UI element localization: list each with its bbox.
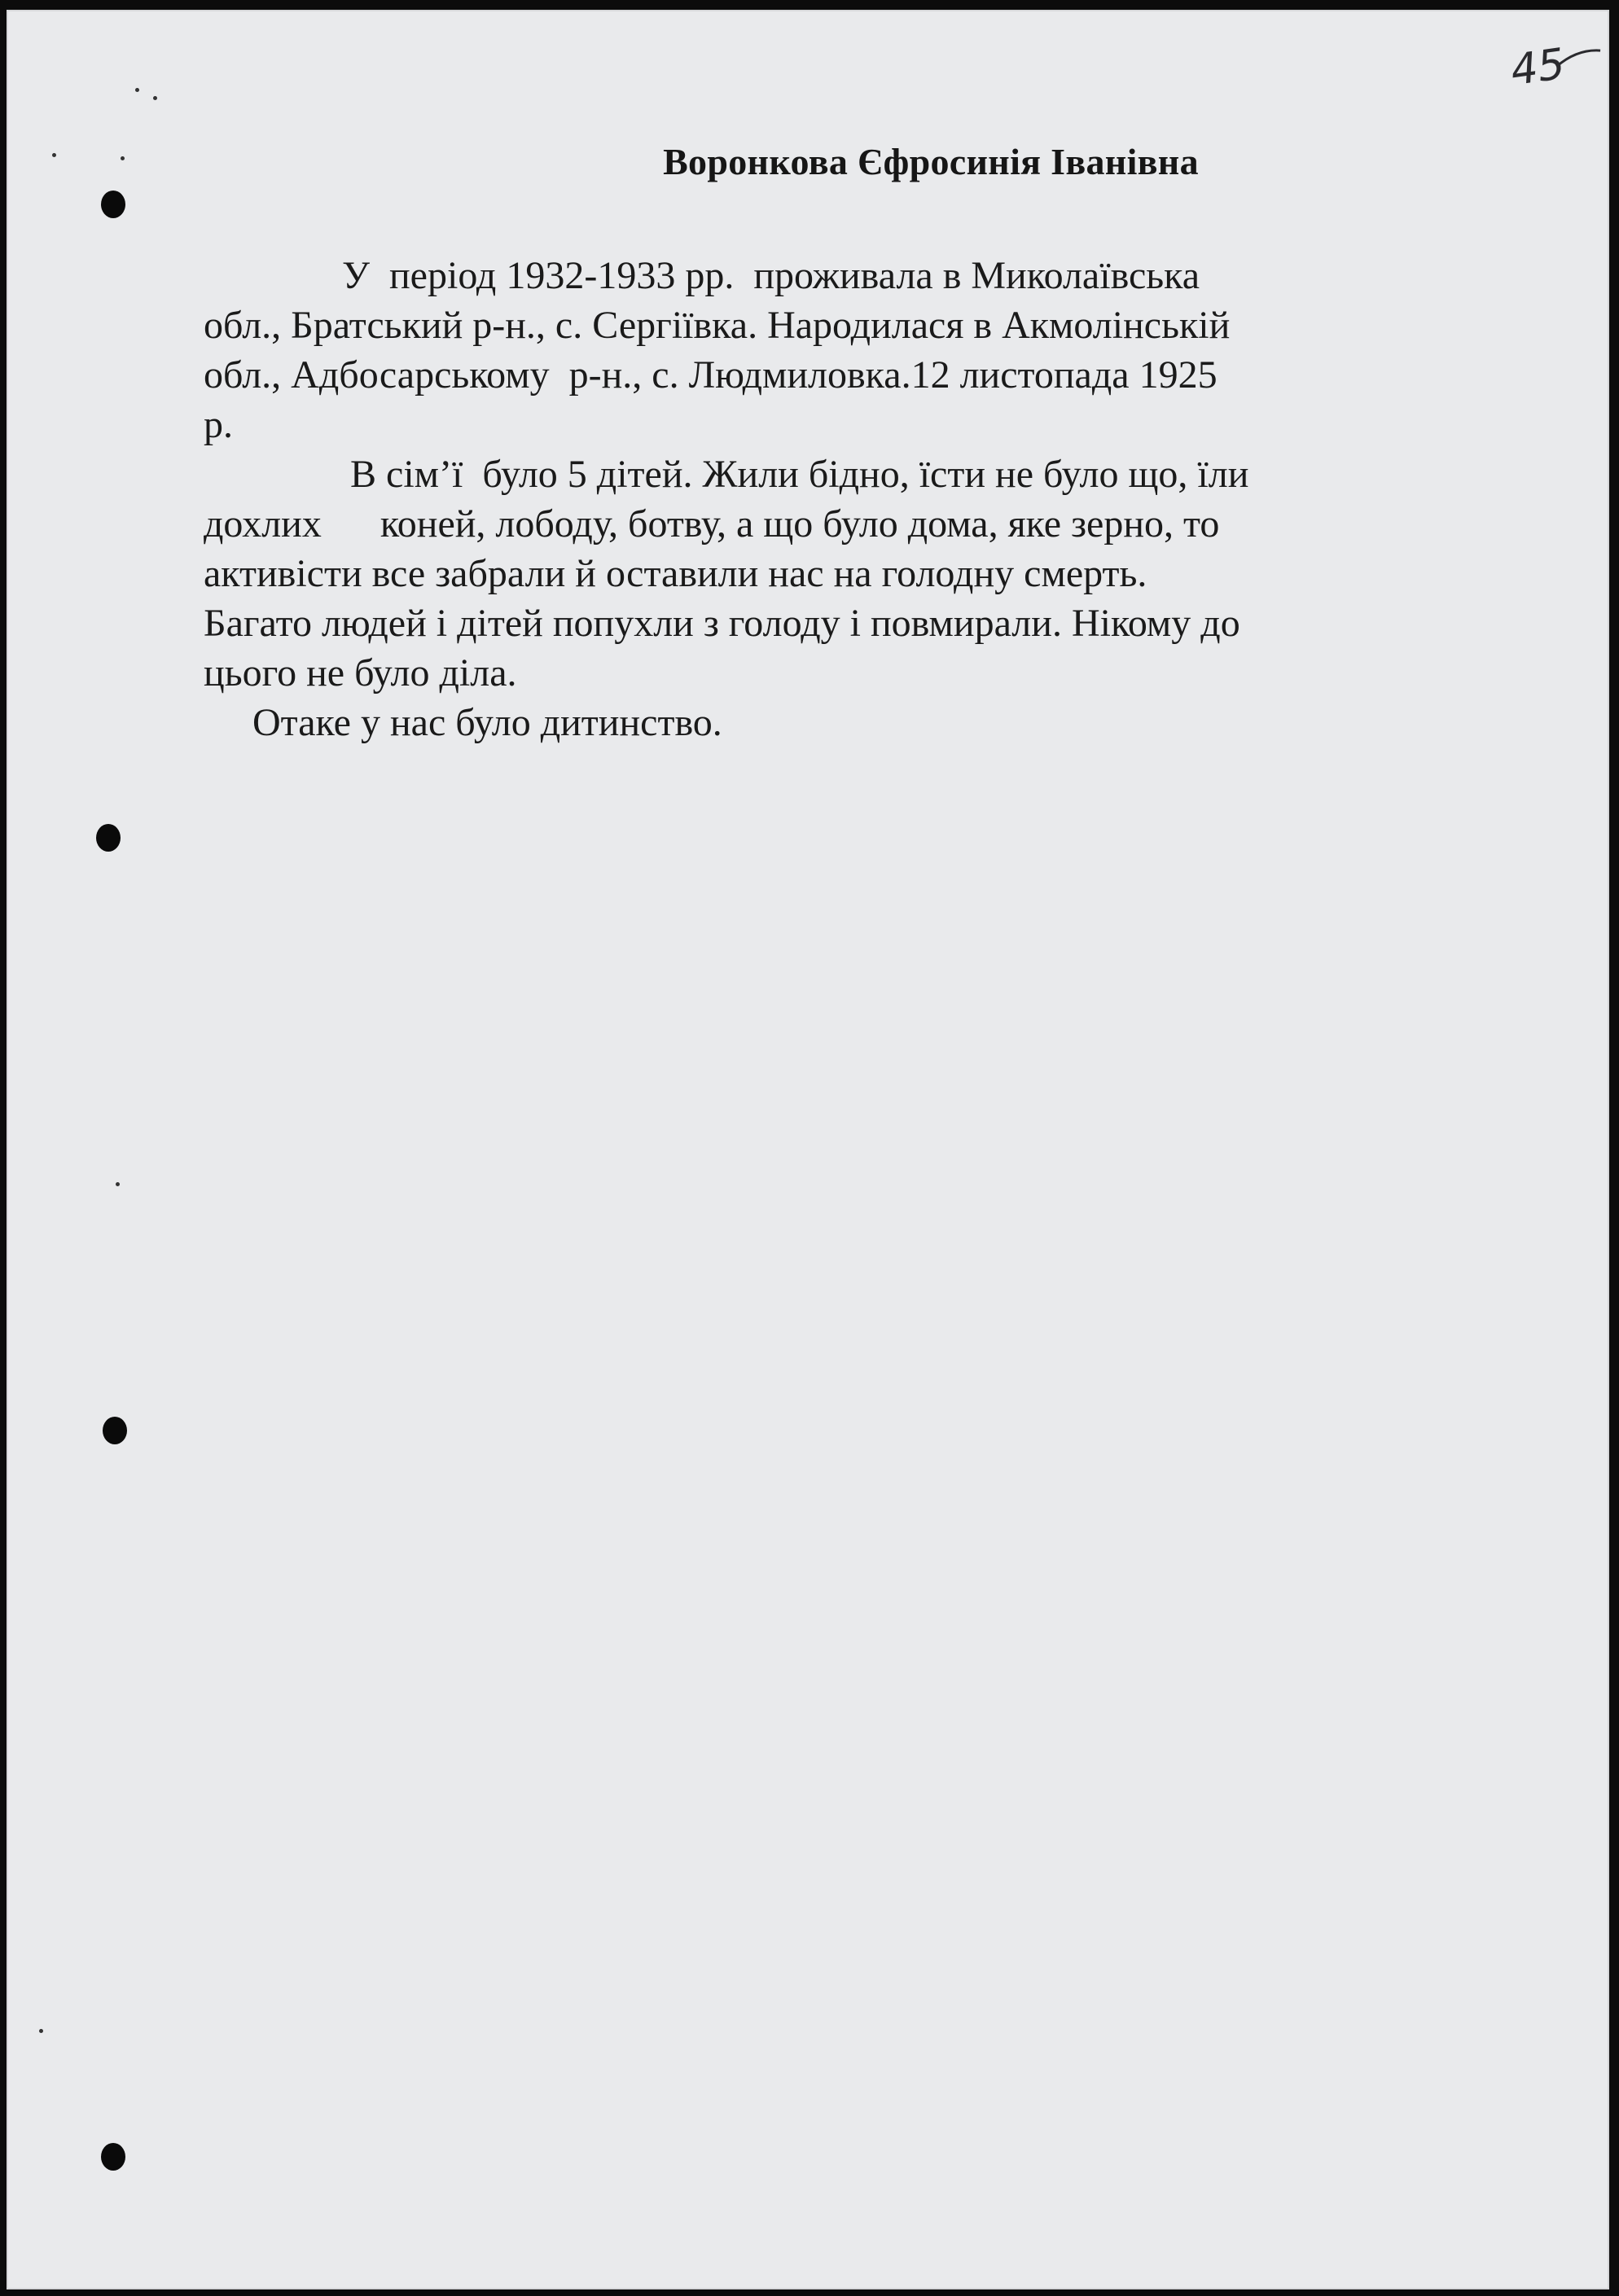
punch-hole-icon — [101, 2143, 125, 2171]
text-line: Багато людей і дітей попухли з голоду і повмирали. Нікому до — [204, 602, 1240, 645]
paper-speck — [121, 156, 125, 160]
page-number — [1502, 28, 1608, 114]
document-page — [7, 10, 1609, 2289]
text-line: цього не було діла. — [204, 651, 517, 694]
punch-hole-icon — [103, 1417, 127, 1444]
text-line: Отаке у нас було дитинство. — [252, 701, 722, 744]
paragraph-1 — [204, 251, 1515, 449]
document-title: Воронкова Єфросинія Іванівна — [663, 141, 1199, 182]
text-line: У період 1932-1933 рр. проживала в Миколаївська — [342, 254, 1200, 297]
text-line: В сім’ї було 5 дітей. Жили бідно, їсти не було що, їли — [350, 453, 1249, 496]
document-body — [204, 251, 1515, 747]
page-number-text: 45 — [1507, 39, 1569, 96]
punch-hole-icon — [101, 191, 125, 218]
paper-speck — [39, 2029, 43, 2033]
paper-speck — [116, 1182, 120, 1186]
text-line: р. — [204, 403, 233, 446]
paragraph-2 — [204, 449, 1515, 698]
text-line: активісти все забрали й оставили нас на голодну смерть. — [204, 552, 1147, 595]
text-line: дохлих коней, лободу, ботву, а що було дома, яке зерно, то — [204, 502, 1220, 546]
text-line: обл., Братський р-н., с. Сергіївка. Народилася в Акмолінській — [204, 304, 1231, 347]
paper-speck — [153, 96, 157, 100]
paper-speck — [135, 88, 139, 92]
paragraph-3 — [204, 698, 1515, 747]
paper-speck — [52, 153, 56, 157]
text-line: обл., Адбосарському р-н., с. Людмиловка.12 листопада 1925 — [204, 353, 1218, 397]
punch-hole-icon — [96, 824, 121, 852]
